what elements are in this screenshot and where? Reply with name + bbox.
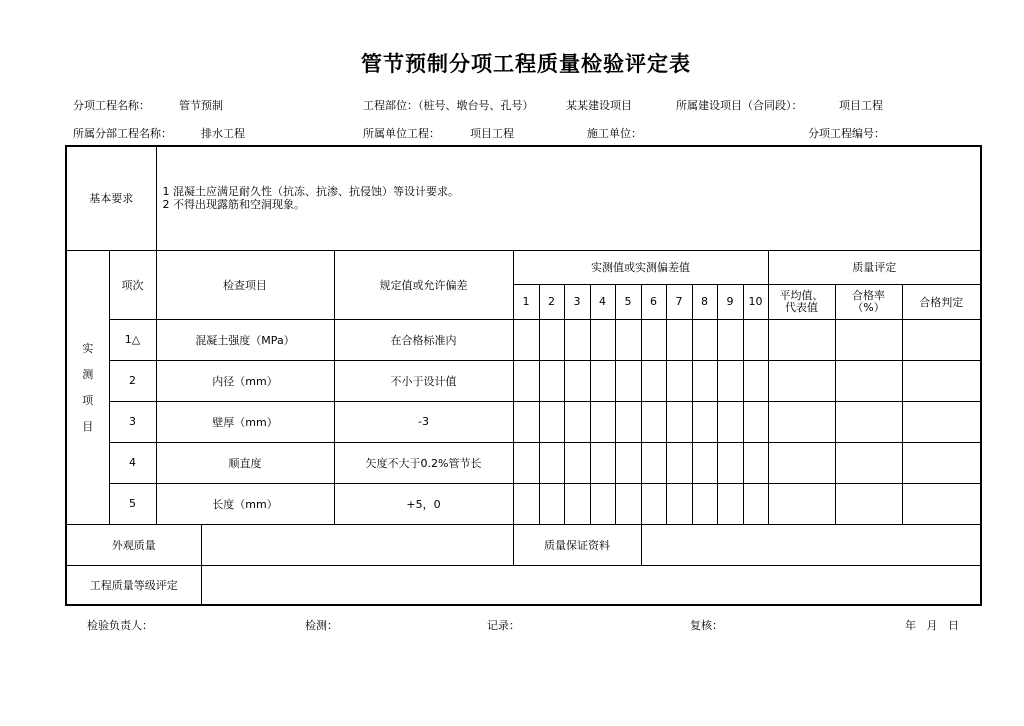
data-cell[interactable] [590,360,615,401]
data-cell[interactable] [564,360,590,401]
data-cell[interactable] [717,483,743,524]
spec-header: 规定值或允许偏差 [334,250,513,319]
date-label: 年 月 日 [905,619,959,632]
page-title: 管节预制分项工程质量检验评定表 [361,52,691,76]
measure-no-2: 2 [539,284,564,319]
data-cell[interactable] [590,442,615,483]
row-check-item: 混凝土强度（MPa） [156,319,334,360]
measured-items-section [66,250,109,524]
table-row [66,319,981,360]
data-cell[interactable] [717,442,743,483]
sub-item-value: 管节预制 [179,99,223,112]
pass-rate-header-line-2: （%） [852,300,885,314]
row-check-item: 壁厚（mm） [156,401,334,442]
measure-no-10: 10 [743,284,768,319]
check-item-header: 检查项目 [156,250,334,319]
pass-rate-header [835,284,902,319]
data-cell[interactable] [539,442,564,483]
judgement-cell[interactable] [902,442,981,483]
row-spec: 矢度不大于0.2%管节长 [334,442,513,483]
data-cell[interactable] [564,442,590,483]
average-header [768,284,835,319]
data-cell[interactable] [590,483,615,524]
contractor-label: 施工单位： [587,127,642,140]
sub-item-label: 分项工程名称： [73,99,150,112]
data-cell[interactable] [513,401,539,442]
data-cell[interactable] [666,483,692,524]
data-cell[interactable] [641,483,666,524]
average-header-line-1: 平均值、 [779,288,824,302]
project-label: 所属建设项目（合同段）： [676,99,803,112]
basic-requirements-text [156,146,981,250]
quality-grade-label: 工程质量等级评定 [66,565,201,605]
data-cell[interactable] [590,401,615,442]
measure-no-7: 7 [666,284,692,319]
recorder-label: 记录： [487,619,520,632]
data-cell[interactable] [590,319,615,360]
judgement-cell[interactable] [902,401,981,442]
judgement-header: 合格判定 [902,284,981,319]
section-char-1: 实 [82,342,94,355]
section-char-3: 项 [82,394,94,407]
data-cell[interactable] [615,442,641,483]
data-cell[interactable] [564,401,590,442]
pass-rate-cell[interactable] [835,442,902,483]
data-cell[interactable] [615,401,641,442]
data-cell[interactable] [513,360,539,401]
data-cell[interactable] [641,401,666,442]
measured-values-header: 实测值或实测偏差值 [513,250,768,284]
data-cell[interactable] [692,442,717,483]
requirement-line-2: 2 不得出现露筋和空洞现象。 [162,198,305,212]
table-row [66,360,981,401]
data-cell[interactable] [743,360,768,401]
table-row [66,483,981,524]
data-cell[interactable] [539,360,564,401]
data-cell[interactable] [615,483,641,524]
data-cell[interactable] [641,442,666,483]
data-cell[interactable] [539,401,564,442]
tester-label: 检测： [305,619,338,632]
average-header-line-2: 代表值 [785,300,818,314]
data-cell[interactable] [717,360,743,401]
data-cell[interactable] [666,360,692,401]
location-label: 工程部位：（桩号、墩台号、孔号） [363,99,534,112]
pass-rate-cell[interactable] [835,319,902,360]
row-no: 1△ [109,319,156,360]
data-cell[interactable] [564,483,590,524]
inspection-table [65,145,982,606]
basic-requirements-label: 基本要求 [66,146,156,250]
data-cell[interactable] [692,319,717,360]
measure-no-3: 3 [564,284,590,319]
row-spec: -3 [334,401,513,442]
data-cell[interactable] [564,319,590,360]
row-no: 2 [109,360,156,401]
data-cell[interactable] [539,319,564,360]
measure-no-1: 1 [513,284,539,319]
average-cell[interactable] [768,483,835,524]
judgement-cell[interactable] [902,360,981,401]
row-spec: 不小于设计值 [334,360,513,401]
data-cell[interactable] [513,319,539,360]
quality-assurance-value[interactable] [641,524,981,565]
location-value: 某某建设项目 [566,99,632,112]
pass-rate-cell[interactable] [835,360,902,401]
data-cell[interactable] [743,442,768,483]
section-char-4: 目 [82,420,94,433]
appearance-quality-value[interactable] [201,524,513,565]
measure-no-8: 8 [692,284,717,319]
pass-rate-cell[interactable] [835,401,902,442]
project-value: 项目工程 [839,99,883,112]
row-check-item: 内径（mm） [156,360,334,401]
data-cell[interactable] [666,442,692,483]
data-cell[interactable] [692,401,717,442]
division-label: 所属分部工程名称： [73,127,172,140]
unit-value: 项目工程 [470,127,514,140]
data-cell[interactable] [641,360,666,401]
data-cell[interactable] [513,483,539,524]
measure-no-9: 9 [717,284,743,319]
table-row [66,401,981,442]
inspector-label: 检验负责人： [87,619,153,632]
data-cell[interactable] [743,319,768,360]
data-cell[interactable] [539,483,564,524]
section-char-2: 测 [82,368,94,381]
row-no: 5 [109,483,156,524]
quality-assurance-label: 质量保证资料 [513,524,641,565]
code-label: 分项工程编号： [808,127,885,140]
judgement-cell[interactable] [902,483,981,524]
judgement-cell[interactable] [902,319,981,360]
item-no-header: 项次 [109,250,156,319]
row-spec: 在合格标准内 [334,319,513,360]
data-cell[interactable] [692,360,717,401]
reviewer-label: 复核： [690,619,723,632]
row-check-item: 长度（mm） [156,483,334,524]
pass-rate-cell[interactable] [835,483,902,524]
requirement-line-1: 1 混凝土应满足耐久性（抗冻、抗渗、抗侵蚀）等设计要求。 [162,185,459,199]
measure-no-6: 6 [641,284,666,319]
row-spec: +5，0 [334,483,513,524]
data-cell[interactable] [615,360,641,401]
data-cell[interactable] [743,483,768,524]
quality-grade-value[interactable] [201,565,981,605]
data-cell[interactable] [717,401,743,442]
data-cell[interactable] [615,319,641,360]
unit-label: 所属单位工程： [363,127,440,140]
appearance-quality-label: 外观质量 [66,524,201,565]
quality-assessment-header: 质量评定 [768,250,981,284]
division-value: 排水工程 [201,127,245,140]
table-row [66,442,981,483]
average-cell[interactable] [768,360,835,401]
data-cell[interactable] [513,442,539,483]
data-cell[interactable] [666,401,692,442]
data-cell[interactable] [666,319,692,360]
data-cell[interactable] [692,483,717,524]
data-cell[interactable] [743,401,768,442]
data-cell[interactable] [717,319,743,360]
row-no: 4 [109,442,156,483]
average-cell[interactable] [768,442,835,483]
average-cell[interactable] [768,319,835,360]
row-no: 3 [109,401,156,442]
row-check-item: 顺直度 [156,442,334,483]
data-cell[interactable] [641,319,666,360]
measure-no-4: 4 [590,284,615,319]
average-cell[interactable] [768,401,835,442]
measure-no-5: 5 [615,284,641,319]
pass-rate-header-line-1: 合格率 [852,288,885,302]
